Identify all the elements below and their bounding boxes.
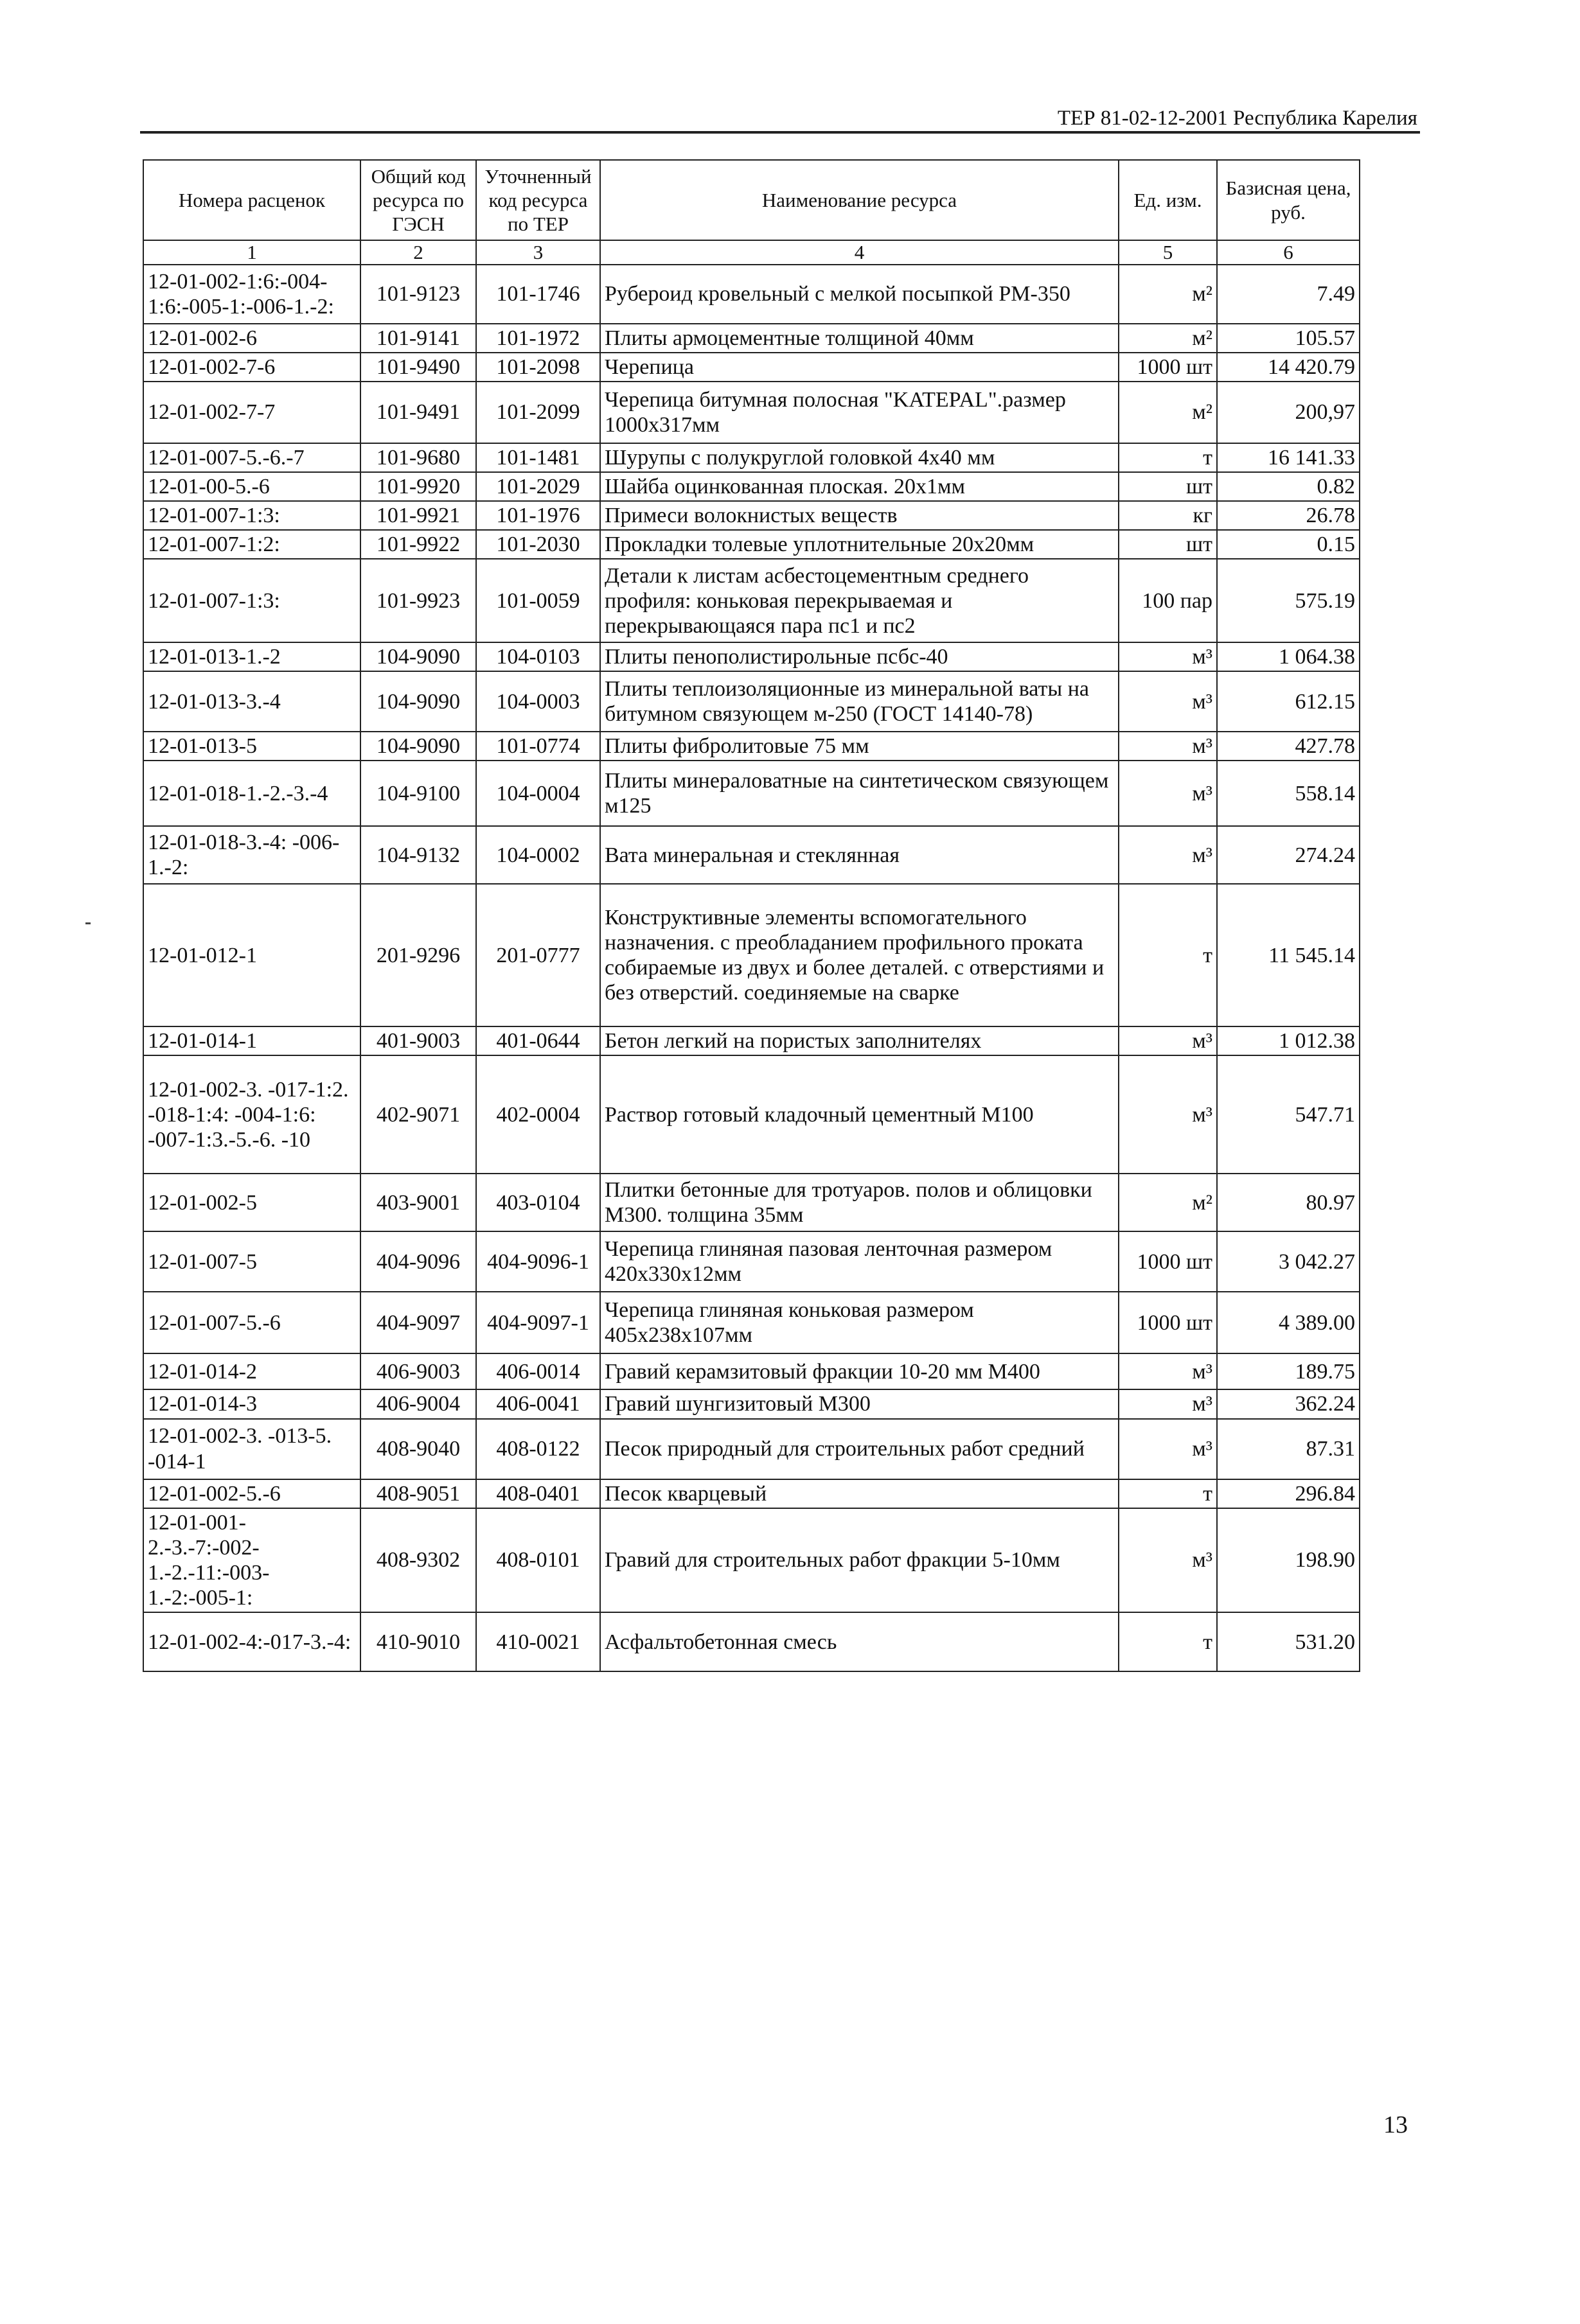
- resource-name-cell: Черепица битумная полосная "KATEPAL".размер 1000х317мм: [600, 382, 1119, 443]
- gesn-code-cell: 401-9003: [360, 1026, 476, 1055]
- price-cell: 189.75: [1217, 1353, 1360, 1389]
- table-row: [143, 1231, 1360, 1292]
- price-cell: 4 389.00: [1217, 1292, 1360, 1353]
- gesn-code-cell: 101-9680: [360, 443, 476, 472]
- rate-number-cell: 12-01-002-6: [143, 324, 360, 353]
- column-header-unit: Ед. изм.: [1119, 160, 1217, 240]
- resource-name-cell: Рубероид кровельный с мелкой посыпкой РМ-350: [600, 265, 1119, 324]
- table-row: [143, 1612, 1360, 1671]
- table-row: [143, 1353, 1360, 1389]
- price-cell: 198.90: [1217, 1508, 1360, 1612]
- column-header-base-price: Базисная цена, руб.: [1217, 160, 1360, 240]
- resource-name-cell: Примеси волокнистых веществ: [600, 501, 1119, 530]
- rate-number-cell: 12-01-013-5: [143, 732, 360, 761]
- ter-code-cell: 408-0401: [476, 1479, 600, 1508]
- ter-code-cell: 408-0101: [476, 1508, 600, 1612]
- gesn-code-cell: 408-9302: [360, 1508, 476, 1612]
- ter-code-cell: 101-1972: [476, 324, 600, 353]
- gesn-code-cell: 404-9096: [360, 1231, 476, 1292]
- rate-number-cell: 12-01-014-3: [143, 1389, 360, 1418]
- rate-number-cell: 12-01-002-3. -017-1:2. -018-1:4: -004-1:6: -007-1:3.-5.-6. -10: [143, 1055, 360, 1174]
- unit-cell: м²: [1119, 382, 1217, 443]
- rate-number-cell: 12-01-018-3.-4: -006-1.-2:: [143, 826, 360, 884]
- rate-number-cell: 12-01-002-5.-6: [143, 1479, 360, 1508]
- price-cell: 296.84: [1217, 1479, 1360, 1508]
- ter-code-cell: 201-0777: [476, 884, 600, 1026]
- price-cell: 26.78: [1217, 501, 1360, 530]
- table-row: [143, 884, 1360, 1026]
- ter-code-cell: 404-9097-1: [476, 1292, 600, 1353]
- unit-cell: т: [1119, 1479, 1217, 1508]
- ter-code-cell: 406-0041: [476, 1389, 600, 1418]
- table-row: [143, 826, 1360, 884]
- resource-name-cell: Плитки бетонные для тротуаров. полов и облицовки М300. толщина 35мм: [600, 1174, 1119, 1231]
- unit-cell: шт: [1119, 472, 1217, 501]
- table-row: [143, 1508, 1360, 1612]
- rate-number-cell: 12-01-00-5.-6: [143, 472, 360, 501]
- unit-cell: м³: [1119, 1419, 1217, 1479]
- table-row: [143, 501, 1360, 530]
- table-row: [143, 732, 1360, 761]
- price-cell: 11 545.14: [1217, 884, 1360, 1026]
- gesn-code-cell: 101-9490: [360, 353, 476, 382]
- rate-number-cell: 12-01-002-1:6:-004-1:6:-005-1:-006-1.-2:: [143, 265, 360, 324]
- resource-name-cell: Вата минеральная и стеклянная: [600, 826, 1119, 884]
- rate-number-cell: 12-01-002-3. -013-5. -014-1: [143, 1419, 360, 1479]
- price-cell: 274.24: [1217, 826, 1360, 884]
- ter-code-cell: 408-0122: [476, 1419, 600, 1479]
- gesn-code-cell: 101-9921: [360, 501, 476, 530]
- resource-name-cell: Конструктивные элементы вспомогательного назначения. с преобладанием профильного проката собираемые из двух и более деталей. с отверстиями и без отверстий. соединяемые на сварке: [600, 884, 1119, 1026]
- resource-name-cell: Песок кварцевый: [600, 1479, 1119, 1508]
- price-cell: 16 141.33: [1217, 443, 1360, 472]
- rate-number-cell: 12-01-007-5: [143, 1231, 360, 1292]
- unit-cell: т: [1119, 1612, 1217, 1671]
- unit-cell: т: [1119, 443, 1217, 472]
- ter-code-cell: 101-0059: [476, 559, 600, 642]
- gesn-code-cell: 101-9123: [360, 265, 476, 324]
- unit-cell: м³: [1119, 732, 1217, 761]
- table-row: [143, 1026, 1360, 1055]
- price-cell: 547.71: [1217, 1055, 1360, 1174]
- unit-cell: м²: [1119, 265, 1217, 324]
- table-row: [143, 1174, 1360, 1231]
- gesn-code-cell: 104-9090: [360, 642, 476, 671]
- price-cell: 531.20: [1217, 1612, 1360, 1671]
- table-body: [143, 265, 1360, 1671]
- ter-code-cell: 406-0014: [476, 1353, 600, 1389]
- column-header-rate-numbers: Номера расценок: [143, 160, 360, 240]
- rate-number-cell: 12-01-014-1: [143, 1026, 360, 1055]
- price-cell: 1 012.38: [1217, 1026, 1360, 1055]
- rate-number-cell: 12-01-002-4:-017-3.-4:: [143, 1612, 360, 1671]
- rate-number-cell: 12-01-001-2.-3.-7:-002-1.-2.-11:-003-1.-2:-005-1:: [143, 1508, 360, 1612]
- resource-name-cell: Бетон легкий на пористых заполнителях: [600, 1026, 1119, 1055]
- rate-number-cell: 12-01-007-1:3:: [143, 559, 360, 642]
- table-row: [143, 1292, 1360, 1353]
- table-row: [143, 761, 1360, 826]
- unit-cell: м³: [1119, 1026, 1217, 1055]
- ter-code-cell: 104-0002: [476, 826, 600, 884]
- price-cell: 3 042.27: [1217, 1231, 1360, 1292]
- resource-name-cell: Черепица глиняная пазовая ленточная размером 420х330х12мм: [600, 1231, 1119, 1292]
- table-row: [143, 265, 1360, 324]
- rate-number-cell: 12-01-007-5.-6: [143, 1292, 360, 1353]
- unit-cell: м³: [1119, 826, 1217, 884]
- price-cell: 612.15: [1217, 671, 1360, 732]
- rate-number-cell: 12-01-007-1:3:: [143, 501, 360, 530]
- table-row: [143, 1479, 1360, 1508]
- resource-name-cell: Прокладки толевые уплотнительные 20х20мм: [600, 530, 1119, 559]
- resource-name-cell: Шурупы с полукруглой головкой 4х40 мм: [600, 443, 1119, 472]
- resource-name-cell: Песок природный для строительных работ средний: [600, 1419, 1119, 1479]
- unit-cell: т: [1119, 884, 1217, 1026]
- gesn-code-cell: 104-9132: [360, 826, 476, 884]
- unit-cell: м³: [1119, 1508, 1217, 1612]
- table-row: [143, 559, 1360, 642]
- table-row: [143, 324, 1360, 353]
- unit-cell: м³: [1119, 1389, 1217, 1418]
- column-number-row: [143, 240, 1360, 265]
- gesn-code-cell: 406-9004: [360, 1389, 476, 1418]
- ter-code-cell: 401-0644: [476, 1026, 600, 1055]
- table-row: [143, 353, 1360, 382]
- price-cell: 575.19: [1217, 559, 1360, 642]
- ter-code-cell: 403-0104: [476, 1174, 600, 1231]
- unit-cell: м³: [1119, 642, 1217, 671]
- price-cell: 427.78: [1217, 732, 1360, 761]
- resource-table: [143, 159, 1360, 1672]
- resource-name-cell: Гравий для строительных работ фракции 5-10мм: [600, 1508, 1119, 1612]
- rate-number-cell: 12-01-014-2: [143, 1353, 360, 1389]
- price-cell: 80.97: [1217, 1174, 1360, 1231]
- resource-name-cell: Детали к листам асбестоцементным среднего профиля: коньковая перекрываемая и перекрывающаяся пара пс1 и пс2: [600, 559, 1119, 642]
- table-row: [143, 671, 1360, 732]
- resource-name-cell: Плиты фибролитовые 75 мм: [600, 732, 1119, 761]
- gesn-code-cell: 104-9090: [360, 732, 476, 761]
- ter-code-cell: 404-9096-1: [476, 1231, 600, 1292]
- ter-code-cell: 101-0774: [476, 732, 600, 761]
- gesn-code-cell: 403-9001: [360, 1174, 476, 1231]
- ter-code-cell: 101-2098: [476, 353, 600, 382]
- rate-number-cell: 12-01-013-1.-2: [143, 642, 360, 671]
- gesn-code-cell: 404-9097: [360, 1292, 476, 1353]
- ter-code-cell: 101-2030: [476, 530, 600, 559]
- column-header-resource-name: Наименование ресурса: [600, 160, 1119, 240]
- gesn-code-cell: 101-9922: [360, 530, 476, 559]
- rate-number-cell: 12-01-018-1.-2.-3.-4: [143, 761, 360, 826]
- column-header-ter-code: Уточненный код ресурса по ТЕР: [476, 160, 600, 240]
- rate-number-cell: 12-01-013-3.-4: [143, 671, 360, 732]
- price-cell: 200,97: [1217, 382, 1360, 443]
- ter-code-cell: 410-0021: [476, 1612, 600, 1671]
- table-row: [143, 642, 1360, 671]
- column-number: 3: [476, 240, 600, 265]
- ter-code-cell: 101-2029: [476, 472, 600, 501]
- gesn-code-cell: 101-9920: [360, 472, 476, 501]
- table-row: [143, 1055, 1360, 1174]
- resource-name-cell: Черепица: [600, 353, 1119, 382]
- resource-name-cell: Плиты минераловатные на синтетическом связующем м125: [600, 761, 1119, 826]
- price-cell: 87.31: [1217, 1419, 1360, 1479]
- unit-cell: 1000 шт: [1119, 1292, 1217, 1353]
- document-header: ТЕР 81-02-12-2001 Республика Карелия: [1057, 107, 1417, 130]
- resource-name-cell: Черепица глиняная коньковая размером 405х238х107мм: [600, 1292, 1119, 1353]
- price-cell: 1 064.38: [1217, 642, 1360, 671]
- rate-number-cell: 12-01-007-5.-6.-7: [143, 443, 360, 472]
- ter-code-cell: 104-0004: [476, 761, 600, 826]
- resource-name-cell: Асфальтобетонная смесь: [600, 1612, 1119, 1671]
- rate-number-cell: 12-01-012-1: [143, 884, 360, 1026]
- price-cell: 558.14: [1217, 761, 1360, 826]
- resource-name-cell: Гравий шунгизитовый М300: [600, 1389, 1119, 1418]
- table-row: [143, 382, 1360, 443]
- table-row: [143, 1389, 1360, 1418]
- gesn-code-cell: 101-9491: [360, 382, 476, 443]
- column-number: 2: [360, 240, 476, 265]
- ter-code-cell: 101-2099: [476, 382, 600, 443]
- table-row: [143, 472, 1360, 501]
- unit-cell: 1000 шт: [1119, 353, 1217, 382]
- ter-code-cell: 104-0103: [476, 642, 600, 671]
- ter-code-cell: 101-1481: [476, 443, 600, 472]
- price-cell: 14 420.79: [1217, 353, 1360, 382]
- ter-code-cell: 402-0004: [476, 1055, 600, 1174]
- gesn-code-cell: 101-9141: [360, 324, 476, 353]
- unit-cell: м³: [1119, 1055, 1217, 1174]
- ter-code-cell: 101-1746: [476, 265, 600, 324]
- gesn-code-cell: 104-9100: [360, 761, 476, 826]
- column-number: 6: [1217, 240, 1360, 265]
- column-number: 5: [1119, 240, 1217, 265]
- gesn-code-cell: 104-9090: [360, 671, 476, 732]
- resource-name-cell: Плиты армоцементные толщиной 40мм: [600, 324, 1119, 353]
- resource-name-cell: Раствор готовый кладочный цементный М100: [600, 1055, 1119, 1174]
- gesn-code-cell: 410-9010: [360, 1612, 476, 1671]
- scan-mark: [85, 922, 91, 924]
- unit-cell: м³: [1119, 761, 1217, 826]
- unit-cell: 100 пар: [1119, 559, 1217, 642]
- table-row: [143, 530, 1360, 559]
- rate-number-cell: 12-01-002-7-7: [143, 382, 360, 443]
- table-row: [143, 443, 1360, 472]
- unit-cell: шт: [1119, 530, 1217, 559]
- rate-number-cell: 12-01-007-1:2:: [143, 530, 360, 559]
- resource-name-cell: Плиты пенополистирольные псбс-40: [600, 642, 1119, 671]
- unit-cell: м³: [1119, 671, 1217, 732]
- unit-cell: м³: [1119, 1353, 1217, 1389]
- table-row: [143, 1419, 1360, 1479]
- price-cell: 362.24: [1217, 1389, 1360, 1418]
- unit-cell: кг: [1119, 501, 1217, 530]
- resource-name-cell: Плиты теплоизоляционные из минеральной ваты на битумном связующем м-250 (ГОСТ 14140-78): [600, 671, 1119, 732]
- resource-name-cell: Шайба оцинкованная плоская. 20х1мм: [600, 472, 1119, 501]
- rate-number-cell: 12-01-002-7-6: [143, 353, 360, 382]
- gesn-code-cell: 406-9003: [360, 1353, 476, 1389]
- resource-name-cell: Гравий керамзитовый фракции 10-20 мм М400: [600, 1353, 1119, 1389]
- table-header-row: [143, 160, 1360, 240]
- gesn-code-cell: 408-9040: [360, 1419, 476, 1479]
- rate-number-cell: 12-01-002-5: [143, 1174, 360, 1231]
- gesn-code-cell: 101-9923: [360, 559, 476, 642]
- unit-cell: м²: [1119, 1174, 1217, 1231]
- price-cell: 0.15: [1217, 530, 1360, 559]
- column-number: 4: [600, 240, 1119, 265]
- unit-cell: 1000 шт: [1119, 1231, 1217, 1292]
- gesn-code-cell: 402-9071: [360, 1055, 476, 1174]
- price-cell: 7.49: [1217, 265, 1360, 324]
- gesn-code-cell: 408-9051: [360, 1479, 476, 1508]
- header-divider: [140, 131, 1420, 134]
- column-number: 1: [143, 240, 360, 265]
- unit-cell: м²: [1119, 324, 1217, 353]
- ter-code-cell: 101-1976: [476, 501, 600, 530]
- column-header-gesn-code: Общий код ресурса по ГЭСН: [360, 160, 476, 240]
- price-cell: 0.82: [1217, 472, 1360, 501]
- ter-code-cell: 104-0003: [476, 671, 600, 732]
- gesn-code-cell: 201-9296: [360, 884, 476, 1026]
- page-number: 13: [1383, 2111, 1408, 2138]
- price-cell: 105.57: [1217, 324, 1360, 353]
